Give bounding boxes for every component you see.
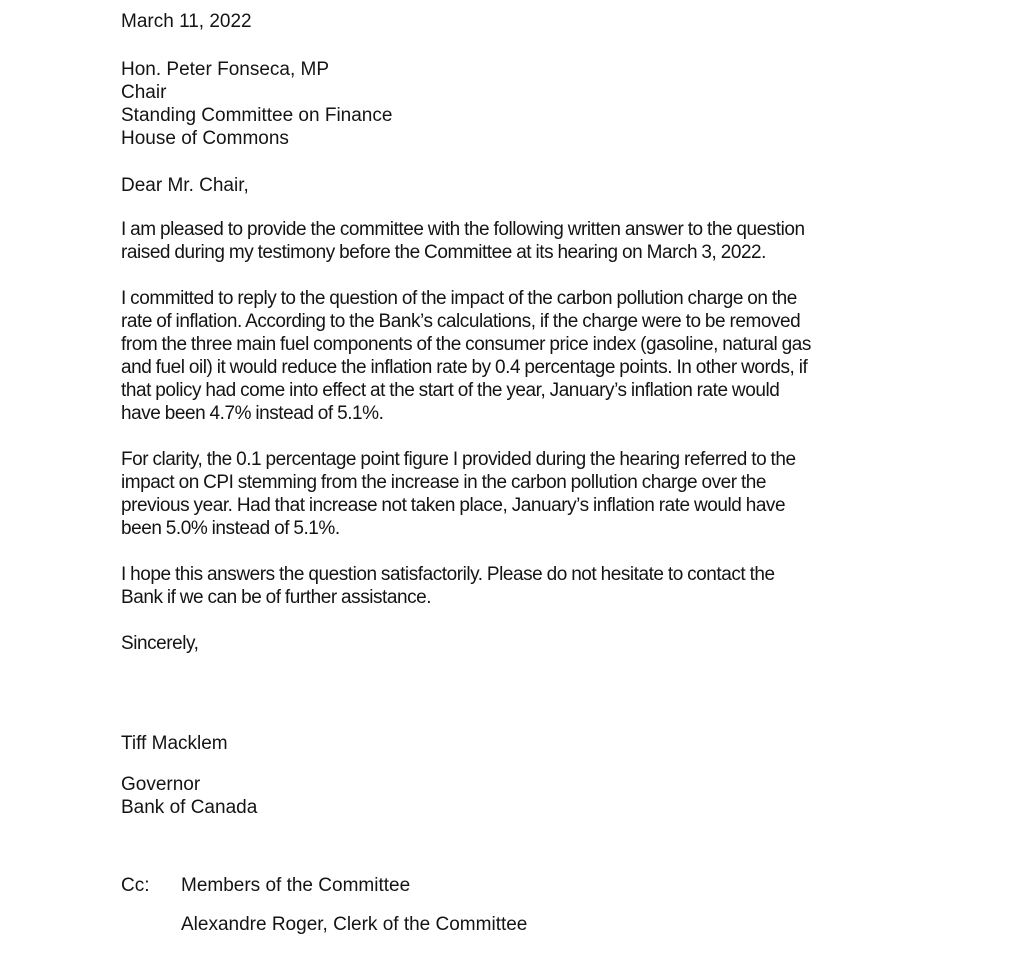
salutation: Dear Mr. Chair,	[121, 175, 249, 196]
paragraph-line: from the three main fuel components of the consumer price index (gasoline, natural gas	[121, 334, 811, 355]
paragraph-line: previous year. Had that increase not taken place, January’s inflation rate would have	[121, 495, 786, 516]
paragraph-line: rate of inflation. According to the Bank’s calculations, if the charge were to be removed	[121, 311, 801, 332]
closing: Sincerely,	[121, 633, 199, 654]
paragraph-line: I committed to reply to the question of the impact of the carbon pollution charge on the	[121, 288, 797, 309]
recipient-title: Chair	[121, 82, 167, 103]
paragraph-line: I am pleased to provide the committee with the following written answer to the question	[121, 219, 805, 240]
paragraph-line: raised during my testimony before the Committee at its hearing on March 3, 2022.	[121, 242, 767, 263]
paragraph-line: and fuel oil) it would reduce the inflation rate by 0.4 percentage points. In other words, if	[121, 357, 808, 378]
cc-label: Cc:	[121, 875, 150, 896]
recipient-name: Hon. Peter Fonseca, MP	[121, 59, 330, 80]
paragraph-line: impact on CPI stemming from the increase in the carbon pollution charge over the	[121, 472, 767, 493]
paragraph-line: For clarity, the 0.1 percentage point figure I provided during the hearing referred to the	[121, 449, 796, 470]
recipient-house: House of Commons	[121, 128, 289, 149]
paragraph-line: have been 4.7% instead of 5.1%.	[121, 403, 384, 424]
recipient-committee: Standing Committee on Finance	[121, 105, 393, 126]
paragraph-line: that policy had come into effect at the start of the year, January’s inflation rate would	[121, 380, 780, 401]
cc-recipient: Members of the Committee	[181, 875, 411, 896]
paragraph-line: Bank if we can be of further assistance.	[121, 587, 432, 608]
letter-date: March 11, 2022	[121, 11, 252, 32]
cc-recipient: Alexandre Roger, Clerk of the Committee	[181, 914, 528, 935]
signatory-name: Tiff Macklem	[121, 733, 228, 754]
paragraph-line: been 5.0% instead of 5.1%.	[121, 518, 340, 539]
signatory-organization: Bank of Canada	[121, 797, 258, 818]
paragraph-line: I hope this answers the question satisfactorily. Please do not hesitate to contact the	[121, 564, 775, 585]
signatory-title: Governor	[121, 774, 201, 795]
